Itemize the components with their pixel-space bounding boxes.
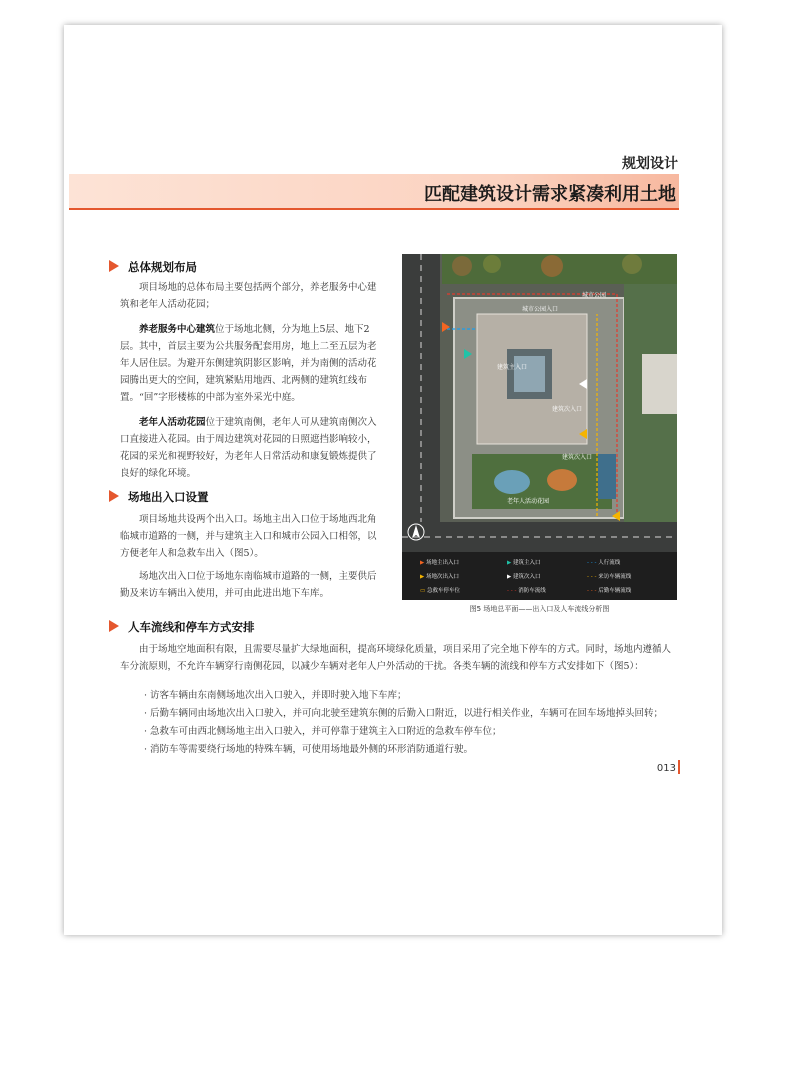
section-arrow-icon bbox=[109, 260, 119, 272]
map-label: 建筑次入口 bbox=[552, 406, 583, 413]
figure-legend bbox=[402, 552, 677, 600]
section-arrow-icon bbox=[109, 620, 119, 632]
section-title-layout: 总体规划布局 bbox=[128, 260, 197, 274]
paragraph: 项目场地的总体布局主要包括两个部分，养老服务中心建筑和老年人活动花园； bbox=[120, 282, 377, 310]
site-plan-figure bbox=[402, 254, 677, 600]
map-label: 城市公园入口 bbox=[522, 306, 559, 313]
legend-item: - - - 后勤车辆流线 bbox=[587, 588, 632, 594]
orange-dash-line-icon: - - - bbox=[587, 588, 597, 594]
map-label: 建筑主入口 bbox=[497, 364, 528, 371]
list-item: · 消防车等需要绕行场地的特殊车辆，可使用场地最外侧的环形消防通道行驶。 bbox=[144, 744, 474, 755]
bold-term: 老年人活动花园 bbox=[139, 417, 206, 428]
list-item: · 访客车辆由东南侧场地次出入口驶入，并即时驶入地下车库； bbox=[144, 690, 407, 701]
legend-item: - - - 消防车流线 bbox=[507, 588, 546, 594]
paragraph-text: 位于建筑南侧，老年人可从建筑南侧次入口直接进入花园。由于周边建筑对花园的日照遮挡影响较小，花园的采光和视野较好，为老年人日常活动和康复锻炼提供了良好的绿化环境。 bbox=[120, 417, 377, 479]
chapter-title: 规划设计 bbox=[622, 156, 678, 172]
page-number: 013 bbox=[656, 763, 676, 774]
white-triangle-icon: ▶ bbox=[507, 574, 512, 580]
legend-item: ▶ 建筑次入口 bbox=[507, 574, 541, 580]
page-number-bar bbox=[678, 760, 680, 774]
orange-triangle-icon: ▶ bbox=[420, 560, 425, 566]
paragraph: 项目场地共设两个出入口。场地主出入口位于场地西北角临城市道路的一侧，并与建筑主入口和城市公园入口相邻，以方便老年人和急救车出入（图5）。 bbox=[120, 514, 377, 559]
legend-item: ▶ 场地主出入口 bbox=[420, 560, 459, 566]
blue-dash-line-icon: - - - bbox=[587, 560, 597, 566]
map-label: 老年人活动花园 bbox=[507, 498, 550, 505]
list-item: · 后勤车辆同由场地次出入口驶入，并可向北驶至建筑东侧的后勤入口附近，以进行相关作业，车辆可在回车场地掉头回转； bbox=[144, 708, 664, 719]
teal-triangle-icon: ▶ bbox=[507, 560, 512, 566]
site-plan-image bbox=[402, 254, 677, 552]
section-title-entrances: 场地出入口设置 bbox=[128, 490, 209, 504]
section-arrow-icon bbox=[109, 490, 119, 502]
paragraph-text: 位于场地北侧，分为地上5层、地下2层。其中，首层主要为公共服务配套用房，地上二至五层为老年人居住层。为避开东侧建筑阴影区影响，并为南侧的活动花园腾出更大的空间，建筑紧贴用地西、北两侧的建筑红线布置。“回”字形楼栋的中部为室外采光中庭。 bbox=[120, 324, 377, 403]
page-title: 匹配建筑设计需求紧凑利用土地 bbox=[424, 184, 676, 205]
paragraph: 场地次出入口位于场地东南临城市道路的一侧，主要供后勤及来访车辆出入使用，并可由此进出地下车库。 bbox=[120, 571, 377, 599]
legend-item: ▭ 急救车停车位 bbox=[420, 588, 460, 594]
map-label: 建筑次入口 bbox=[562, 454, 593, 461]
parking-box-icon: ▭ bbox=[420, 588, 426, 594]
red-dash-line-icon: - - - bbox=[507, 588, 517, 594]
section-title-circulation: 人车流线和停车方式安排 bbox=[128, 620, 255, 634]
paragraph: 由于场地空地面积有限，且需要尽量扩大绿地面积，提高环境绿化质量，项目采用了完全地下停车的方式。同时，场地内遵循人车分流原则，不允许车辆穿行南侧花园，以减少车辆对老年人户外活动的干扰。各类车辆的流线和停车方式安排如下（图5）： bbox=[120, 644, 672, 672]
map-label: 城市公园 bbox=[582, 292, 607, 299]
legend-item: - - - 来访车辆流线 bbox=[587, 574, 632, 580]
document-page bbox=[64, 25, 722, 935]
yellow-dash-line-icon: - - - bbox=[587, 574, 597, 580]
legend-item: ▶ 建筑主入口 bbox=[507, 560, 541, 566]
title-rule bbox=[69, 208, 679, 210]
paragraph bbox=[120, 321, 382, 406]
figure-caption: 图5 场地总平面——出入口及人车流线分析图 bbox=[469, 605, 610, 613]
legend-item: ▶ 场地次出入口 bbox=[420, 574, 459, 580]
bold-term: 养老服务中心建筑 bbox=[139, 324, 216, 335]
yellow-triangle-icon: ▶ bbox=[420, 574, 425, 580]
paragraph bbox=[120, 414, 382, 482]
legend-item: - - - 人行流线 bbox=[587, 560, 621, 566]
list-item: · 急救车可由西北侧场地主出入口驶入，并可停靠于建筑主入口附近的急救车停车位； bbox=[144, 726, 502, 737]
